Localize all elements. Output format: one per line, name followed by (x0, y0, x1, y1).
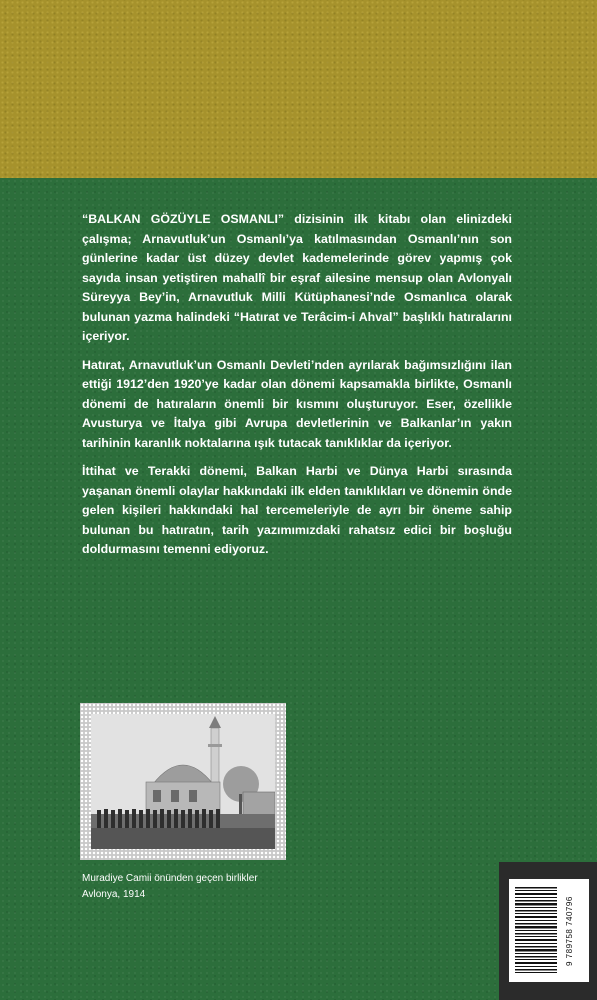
blurb-paragraph-3: İttihat ve Terakki dönemi, Balkan Harbi ve Dünya Harbi sırasında yaşanan önemli olaylar hakkındaki ilk elden tanıklıkları ve dönemin önde gelen kişileri hakkındaki hal tercemeleriyle de ayrı bir öneme sahip bulunan bu hatıratın, tarih yazımımızdaki rahatsız edici bir boşluğu doldurmasını temenni ediyoruz. (82, 464, 512, 556)
blurb-paragraph-2: Hatırat, Arnavutluk’un Osmanlı Devleti’nden ayrılarak bağımsızlığını ilan ettiği 1912’den 1920’ye kadar olan dönemi kapsamakla birlikte, Osmanlı dönemi de hatıraların önemli bir kısmını oluşturuyor. Eser, özellikle Avusturya ve İtalya gibi Avrupa devletlerinin ve Balkanlar’ın yakın tarihinin karanlık noktalarına ışık tutacak tanıklıklar da içeriyor. (82, 357, 512, 450)
mosque-illustration (91, 714, 275, 849)
caption-line-2: Avlonya, 1914 (82, 889, 146, 900)
top-color-band (0, 0, 597, 178)
isbn-barcode (509, 879, 589, 982)
caption-line-1: Muradiye Camii önünden geçen birlikler (82, 873, 258, 884)
mosque-photo (91, 714, 275, 849)
isbn-number: 9 789758 740796 (565, 896, 574, 966)
barcode-panel (499, 862, 597, 1000)
photo-caption (82, 871, 322, 903)
blurb-paragraph-1: “BALKAN GÖZÜYLE OSMANLI” dizisinin ilk kitabı olan elinizdeki çalışma; Arnavutluk’un Osmanlı’ya katılmasından Osmanlı’nın son günlerine kadar üst düzey devlet kademelerinde görev yapmış çok sayıda insan yetiştiren mahallî bir eşraf ailesine mensup olan Avlonyalı Süreyya Bey’in, Arnavutluk Milli Kütüphanesi’nde Osmanlıca olarak bulunan yazma halindeki “Hatırat ve Terâcim-i Ahval” başlıklı hatıralarını içeriyor. (82, 212, 512, 343)
photo-frame (80, 703, 286, 860)
blurb-text (82, 210, 512, 569)
